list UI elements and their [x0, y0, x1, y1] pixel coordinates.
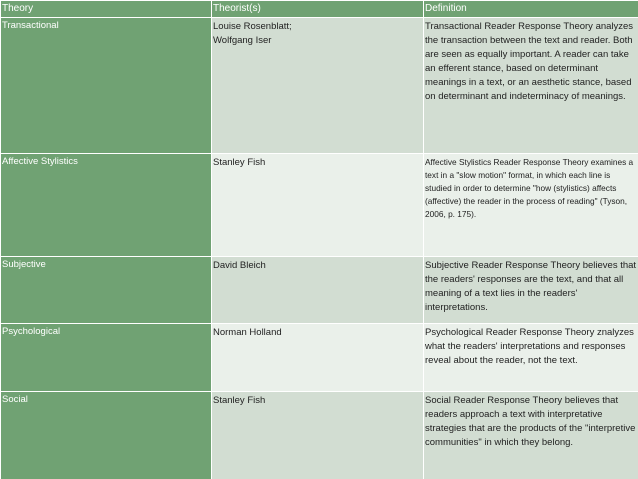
- header-theorists: Theorist(s): [212, 1, 424, 18]
- definition-cell: [424, 392, 638, 479]
- theorist-cell: [212, 392, 424, 479]
- header-definition: Definition: [424, 1, 638, 18]
- definition-cell: [424, 18, 638, 154]
- theory-cell: Transactional: [1, 18, 212, 154]
- theory-cell: Affective Stylistics: [1, 154, 212, 257]
- theorist-name: Louise Rosenblatt;: [213, 21, 292, 32]
- theorist-name: Stanley Fish: [213, 157, 266, 168]
- table-row-social: [1, 392, 638, 479]
- table-row-affective-stylistics: [1, 154, 638, 257]
- definition-cell: [424, 257, 638, 324]
- definition-text: Subjective Reader Response Theory believes that the readers' responses are the text, and that all meaning of a text lies in the readers' interpretations.: [425, 260, 637, 313]
- definition-text: Psychological Reader Response Theory znalyzes what the readers' interpretations and responses reveal about the reader, not the text.: [425, 327, 634, 366]
- theorist-cell: [212, 324, 424, 392]
- header-theory: Theory: [1, 1, 212, 18]
- theorist-name: Stanley Fish: [213, 395, 266, 406]
- theorist-name: Norman Holland: [213, 327, 282, 338]
- theory-cell: Psychological: [1, 324, 212, 392]
- definition-text: Social Reader Response Theory believes that readers approach a text with interpretative strategies that are the products of the "interpretive communities" in which they belong.: [425, 395, 636, 448]
- table-row-psychological: [1, 324, 638, 392]
- definition-text: Transactional Reader Response Theory analyzes the transaction between the text and reader. Both are seen as equally important. A reader can take an efferent stance, based on determinant meanings in a text, or an aesthetic stance, based on determinant and indeterminacy of meanings.: [425, 21, 634, 102]
- definition-cell: [424, 154, 638, 257]
- table-header-row: [1, 1, 638, 18]
- theorist-cell: [212, 154, 424, 257]
- theorist-name: Wolfgang Iser: [213, 35, 272, 46]
- table-row-transactional: [1, 18, 638, 154]
- theory-cell: Social: [1, 392, 212, 479]
- theorist-cell: [212, 18, 424, 154]
- definition-cell: [424, 324, 638, 392]
- definition-text: Affective Stylistics Reader Response Theory examines a text in a "slow motion" format, in which each line is studied in order to determine "how (stylistics) affects (affective) the reader in the process of reading" (Tyson, 2006, p. 175).: [425, 157, 634, 219]
- theory-cell: Subjective: [1, 257, 212, 324]
- theorist-cell: [212, 257, 424, 324]
- table-row-subjective: [1, 257, 638, 324]
- theorist-name: David Bleich: [213, 260, 266, 271]
